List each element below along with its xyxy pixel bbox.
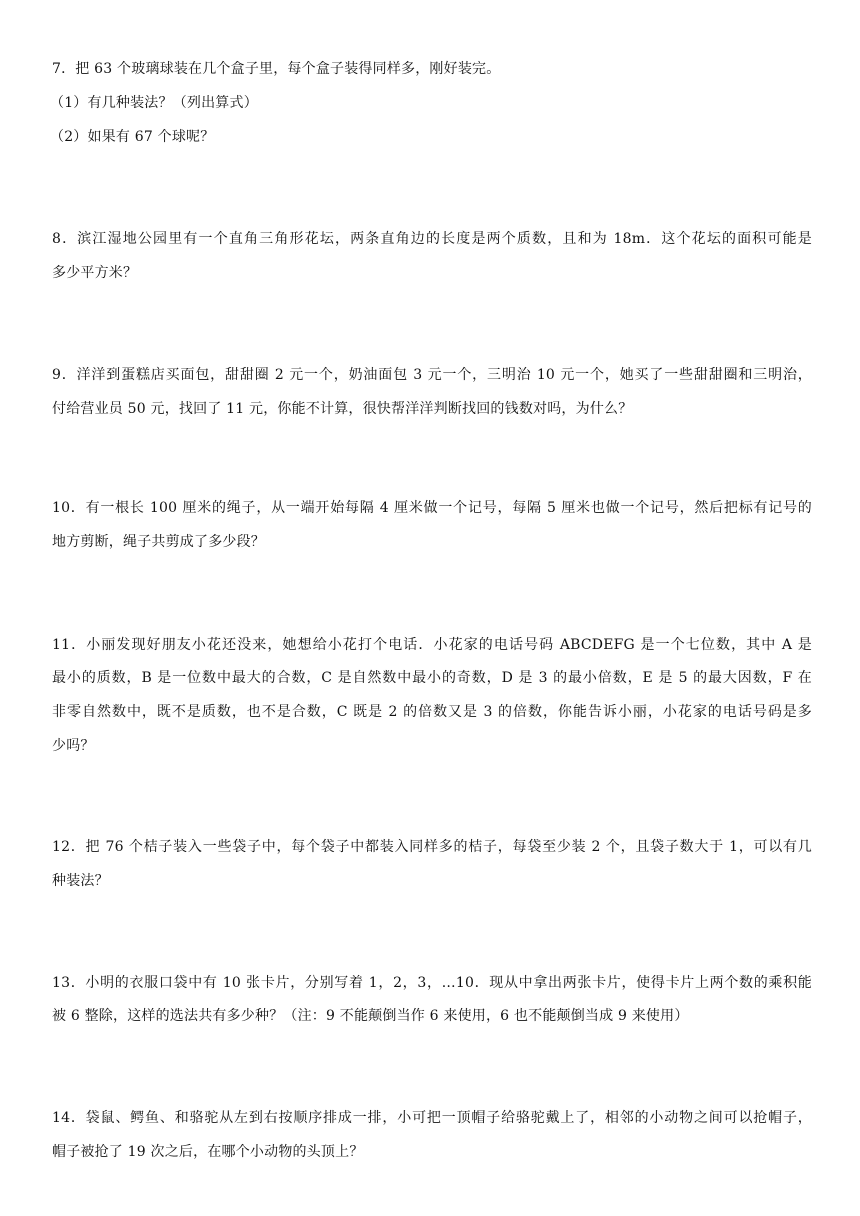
question-10-line-1: 10．有一根长 100 厘米的绳子，从一端开始每隔 4 厘米做一个记号，每隔 5 厘米也做一个记号，然后把标有记号的 — [52, 500, 812, 516]
question-10-line-2: 地方剪断，绳子共剪成了多少段？ — [52, 534, 265, 550]
question-8-line-2: 多少平方米？ — [52, 265, 138, 281]
question-14-line-2: 帽子被抢了 19 次之后，在哪个小动物的头顶上？ — [52, 1144, 364, 1160]
question-11-line-4: 少吗？ — [52, 738, 95, 754]
question-9-line-2: 付给营业员 50 元，找回了 11 元，你能不计算，很快帮洋洋判断找回的钱数对吗，为什么？ — [52, 401, 633, 417]
question-9-line-1: 9．洋洋到蛋糕店买面包，甜甜圈 2 元一个，奶油面包 3 元一个，三明治 10 元一个，她买了一些甜甜圈和三明治， — [52, 367, 812, 383]
question-8-line-1: 8．滨江湿地公园里有一个直角三角形花坛，两条直角边的长度是两个质数，且和为 18m．这个花坛的面积可能是 — [52, 231, 812, 247]
question-13-line-1: 13．小明的衣服口袋中有 10 张卡片，分别写着 1，2，3，…10．现从中拿出两张卡片，使得卡片上两个数的乘积能 — [52, 975, 812, 991]
question-11-line-2: 最小的质数，B 是一位数中最大的合数，C 是自然数中最小的奇数，D 是 3 的最小倍数，E 是 5 的最大因数，F 在 — [52, 670, 812, 686]
question-12-line-1: 12．把 76 个桔子装入一些袋子中，每个袋子中都装入同样多的桔子，每袋至少装 2 个，且袋子数大于 1，可以有几 — [52, 839, 812, 855]
question-12-line-2: 种装法？ — [52, 873, 109, 889]
question-7-part-2: （2）如果有 67 个球呢？ — [50, 129, 215, 145]
question-7-part-1: （1）有几种装法？（列出算式） — [50, 95, 258, 111]
question-11-line-1: 11．小丽发现好朋友小花还没来，她想给小花打个电话．小花家的电话号码 ABCDEFG 是一个七位数，其中 A 是 — [52, 637, 812, 653]
question-11-line-3: 非零自然数中，既不是质数，也不是合数，C 既是 2 的倍数又是 3 的倍数，你能告诉小丽，小花家的电话号码是多 — [52, 704, 812, 720]
question-14-line-1: 14．袋鼠、鳄鱼、和骆驼从左到右按顺序排成一排，小可把一顶帽子给骆驼戴上了，相邻的小动物之间可以抢帽子， — [52, 1110, 812, 1126]
question-13-line-2: 被 6 整除，这样的选法共有多少种？（注：9 不能颠倒当作 6 来使用，6 也不能颠倒当成 9 来使用） — [52, 1008, 689, 1024]
question-7-line-1: 7．把 63 个玻璃球装在几个盒子里，每个盒子装得同样多，刚好装完。 — [52, 61, 501, 77]
